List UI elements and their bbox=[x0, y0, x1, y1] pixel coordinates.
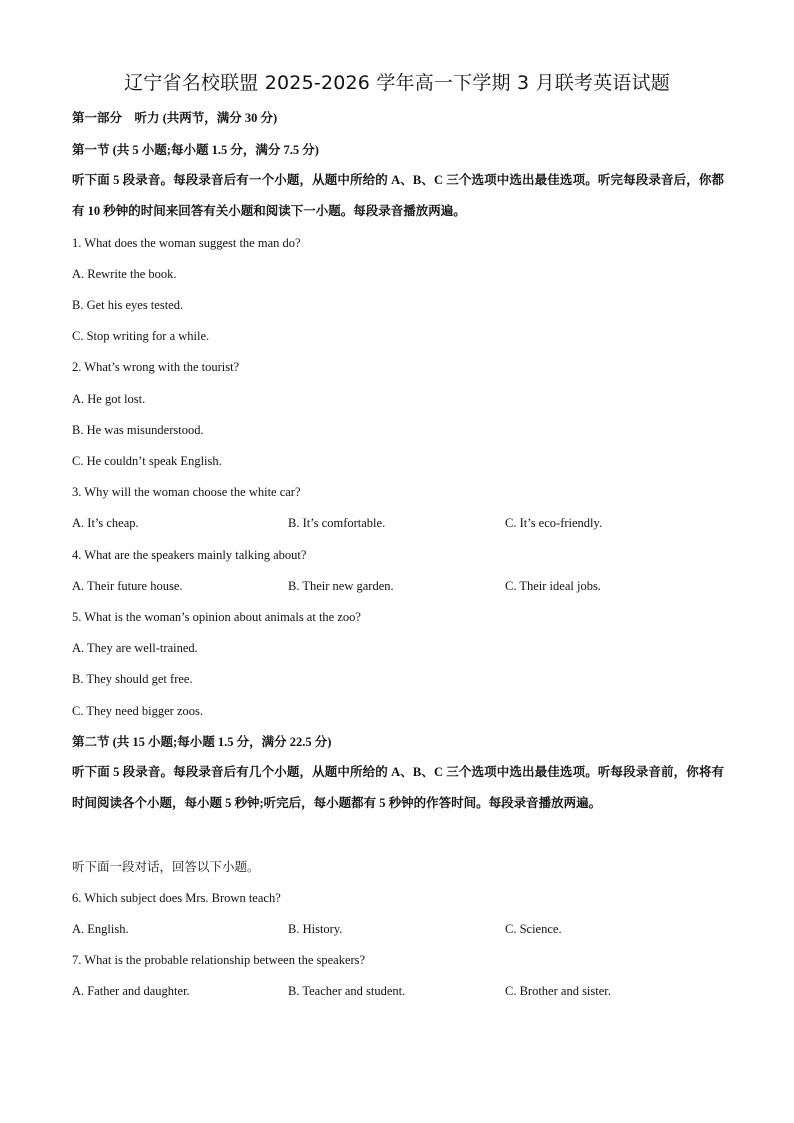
question-stem: 3. Why will the woman choose the white car? bbox=[72, 485, 301, 499]
option-a: A. Rewrite the book. bbox=[72, 267, 177, 281]
option-c: C. Their ideal jobs. bbox=[505, 579, 601, 593]
option-b: B. History. bbox=[288, 922, 343, 936]
option-a: A. English. bbox=[72, 922, 129, 936]
question-stem: 7. What is the probable relationship between the speakers? bbox=[72, 953, 366, 967]
option-b: B. Get his eyes tested. bbox=[72, 298, 184, 312]
option-c: C. Brother and sister. bbox=[505, 984, 611, 998]
option-c: C. They need bigger zoos. bbox=[72, 704, 203, 718]
section-heading: 第二节 (共 15 小题;每小题 1.5 分，满分 22.5 分) bbox=[72, 735, 332, 749]
option-c: C. Science. bbox=[505, 922, 562, 936]
section-heading: 第一节 (共 5 小题;每小题 1.5 分，满分 7.5 分) bbox=[72, 143, 319, 157]
option-b: B. Their new garden. bbox=[288, 579, 394, 593]
option-b: B. It’s comfortable. bbox=[288, 516, 386, 530]
option-c: C. It’s eco-friendly. bbox=[505, 516, 603, 530]
section-instruction: 听下面 5 段录音。每段录音后有几个小题，从题中所给的 A、B、C 三个选项中选出最佳选项。听每段录音前，你将有时间阅读各个小题，每小题 5 秒钟;听完后，每小题都有 5 秒钟的作答时间。每段录音播放两遍。 bbox=[72, 765, 724, 810]
option-a: A. They are well-trained. bbox=[72, 641, 198, 655]
question-stem: 4. What are the speakers mainly talking about? bbox=[72, 548, 307, 562]
question-stem: 5. What is the woman’s opinion about animals at the zoo? bbox=[72, 610, 361, 624]
option-c: C. Stop writing for a while. bbox=[72, 329, 210, 343]
question-stem: 2. What’s wrong with the tourist? bbox=[72, 360, 240, 374]
option-b: B. Teacher and student. bbox=[288, 984, 406, 998]
option-c: C. He couldn’t speak English. bbox=[72, 454, 222, 468]
option-a: A. Father and daughter. bbox=[72, 984, 190, 998]
option-a: A. Their future house. bbox=[72, 579, 183, 593]
option-a: A. He got lost. bbox=[72, 392, 146, 406]
option-b: B. They should get free. bbox=[72, 672, 193, 686]
section-instruction: 听下面 5 段录音。每段录音后有一个小题，从题中所给的 A、B、C 三个选项中选出最佳选项。听完每段录音后，你都有 10 秒钟的时间来回答有关小题和阅读下一小题。每段录音播放两遍。 bbox=[72, 173, 724, 218]
dialog-intro: 听下面一段对话，回答以下小题。 bbox=[72, 860, 260, 874]
question-stem: 1. What does the woman suggest the man do? bbox=[72, 236, 301, 250]
part-heading: 第一部分 听力 (共两节，满分 30 分) bbox=[72, 111, 278, 125]
page-title: 辽宁省名校联盟 2025-2026 学年高一下学期 3 月联考英语试题 bbox=[124, 72, 670, 94]
option-a: A. It’s cheap. bbox=[72, 516, 139, 530]
question-stem: 6. Which subject does Mrs. Brown teach? bbox=[72, 891, 281, 905]
option-b: B. He was misunderstood. bbox=[72, 423, 204, 437]
